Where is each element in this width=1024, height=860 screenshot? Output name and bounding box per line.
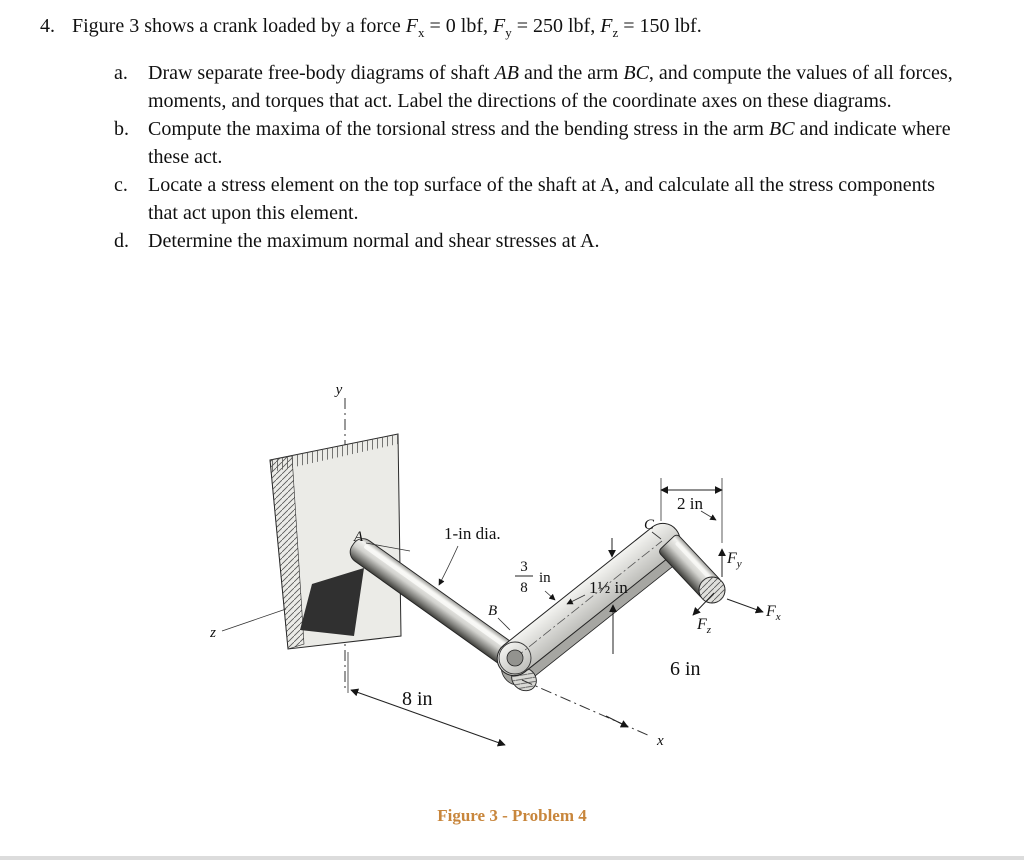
shaft-through-hole <box>507 650 523 666</box>
force-fy-value: = 250 lbf, <box>516 15 596 37</box>
item-c <box>114 171 969 227</box>
stub-end-face-hatch <box>699 577 725 603</box>
text-segment: , and compute the values of all forces, moments, and torques that act. Label the directions of the coordinate axes on these diagrams. <box>148 62 953 112</box>
x-axis-label: x <box>657 733 664 749</box>
force-fy-arrow <box>722 549 742 577</box>
force-fz-symbol: F <box>697 616 707 633</box>
bottom-edge-strip <box>0 856 1024 860</box>
text-segment-italic: AB <box>494 62 519 84</box>
force-fx-value: = 0 lbf, <box>429 15 488 37</box>
y-axis-label: y <box>335 382 343 398</box>
arm-width-label: 1½ in <box>589 578 628 597</box>
sub-items-list <box>114 59 969 255</box>
item-d <box>114 227 969 255</box>
force-fx-subscript: x <box>775 611 781 623</box>
force-fx-arrow <box>727 599 781 623</box>
item-c-letter: c. <box>114 174 128 196</box>
item-b-text <box>148 115 968 171</box>
shaft-diameter-leader <box>439 546 458 585</box>
text-segment-italic: BC <box>769 118 795 140</box>
arm-length-dim <box>606 658 701 727</box>
svg-text:Fx <box>765 603 781 623</box>
arm-thickness-leader <box>545 591 555 600</box>
text-segment: and the arm <box>518 62 624 84</box>
arm-length-label: 6 in <box>670 658 701 680</box>
shaft-length-dim <box>348 652 505 745</box>
point-a-label: A <box>354 529 364 545</box>
svg-text:Fy <box>726 550 742 570</box>
figure-crank-diagram <box>0 378 1024 778</box>
fraction-numerator: 3 <box>520 559 528 575</box>
problem-intro: Figure 3 shows a crank loaded by a force <box>72 15 401 37</box>
fraction-denominator: 8 <box>520 580 528 596</box>
item-d-letter: d. <box>114 230 129 252</box>
item-a-text <box>148 59 968 115</box>
force-fx-subscript: x <box>418 25 425 40</box>
arm-length-arrow <box>606 716 628 727</box>
force-fx <box>405 15 488 40</box>
stub-length-label: 2 in <box>677 494 703 513</box>
stub-length-leader <box>701 511 716 520</box>
z-axis-line <box>222 609 286 631</box>
force-fy-subscript: y <box>736 558 742 570</box>
force-fz-value: = 150 lbf. <box>623 15 702 37</box>
shaft-length-label: 8 in <box>402 688 433 710</box>
point-c-label: C <box>644 517 655 533</box>
force-fy-subscript: y <box>505 25 512 40</box>
shaft-diameter-label: 1-in dia. <box>444 524 501 543</box>
text-segment: Compute the maxima of the torsional stress and the bending stress in the arm <box>148 118 769 140</box>
force-fz-subscript: z <box>706 624 712 636</box>
arm-centerline <box>515 541 662 658</box>
force-fy-symbol: F <box>727 550 737 567</box>
x-axis-line <box>522 680 650 736</box>
force-fz-subscript: z <box>612 25 619 40</box>
item-d-text <box>148 227 968 255</box>
force-fx-symbol: F <box>766 603 776 620</box>
fraction-unit: in <box>539 570 551 586</box>
item-b <box>114 115 969 171</box>
text-segment: Draw separate free-body diagrams of shaft <box>148 62 495 84</box>
text-segment: and indicate where these act. <box>148 118 951 168</box>
arm-thickness-dim <box>515 559 555 600</box>
text-segment-italic: BC <box>623 62 649 84</box>
text-segment: Determine the maximum normal and shear stresses at A. <box>148 230 600 252</box>
force-fz-symbol: F <box>600 15 613 37</box>
figure-caption: Figure 3 - Problem 4 <box>437 806 587 825</box>
force-fy <box>493 15 596 40</box>
force-fz <box>600 15 702 40</box>
item-b-letter: b. <box>114 118 129 140</box>
force-fx-symbol: F <box>405 15 418 37</box>
z-axis-label: z <box>210 625 216 641</box>
item-c-text <box>148 171 968 227</box>
item-a <box>114 59 969 115</box>
text-segment: Locate a stress element on the top surface of the shaft at A, and calculate all the stress components that act upon this element. <box>148 174 935 224</box>
svg-text:Fz <box>696 616 712 636</box>
problem-statement <box>40 12 990 47</box>
item-a-letter: a. <box>114 62 128 84</box>
point-b-label: B <box>488 603 498 619</box>
force-fy-symbol: F <box>493 15 506 37</box>
problem-number: 4. <box>40 15 55 37</box>
point-b-leader <box>498 618 510 630</box>
